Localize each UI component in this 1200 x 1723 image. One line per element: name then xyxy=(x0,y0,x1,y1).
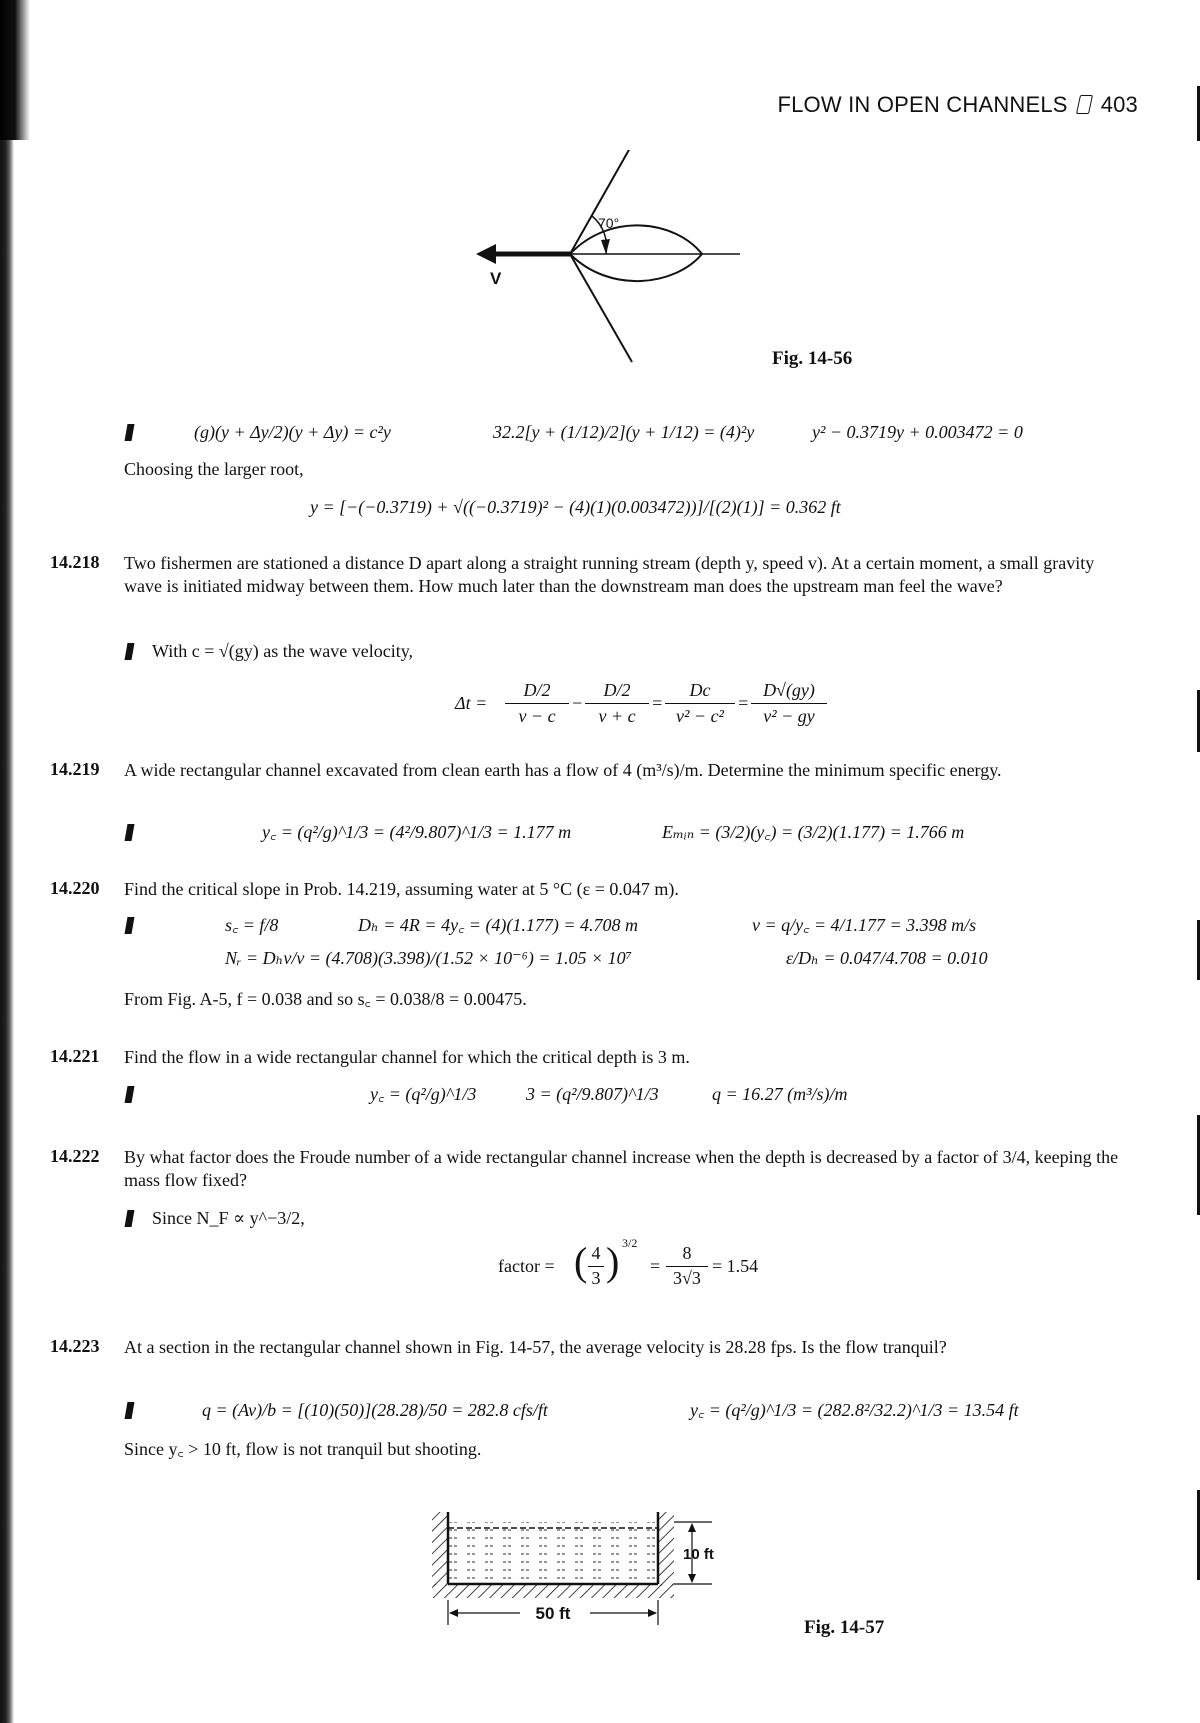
equation: Dₕ = 4R = 4y꜀ = (4)(1.177) = 4.708 m xyxy=(358,915,639,935)
solution-marker-icon xyxy=(125,824,135,841)
equation-lhs: factor = xyxy=(498,1256,555,1276)
solution-text: With c = √(gy) as the wave velocity, xyxy=(152,641,414,661)
equation: s꜀ = f/8 xyxy=(225,915,279,935)
fraction-numerator: D/2 xyxy=(603,680,631,700)
depth-label: 10 ft xyxy=(683,1546,714,1563)
solution-marker-icon xyxy=(125,643,135,660)
velocity-arrowhead xyxy=(476,244,496,264)
solution-marker-icon xyxy=(125,917,135,934)
figure-14-57 xyxy=(430,1510,790,1630)
problem-number: 14.218 xyxy=(50,552,100,572)
solution-marker-icon xyxy=(125,1402,135,1419)
fraction-denominator: v − c xyxy=(518,706,556,726)
equation: Nᵣ = Dₕv/ν = (4.708)(3.398)/(1.52 × 10⁻⁶) = 1.05 × 10⁷ xyxy=(225,948,632,968)
solution-text: From Fig. A-5, f = 0.038 and so s꜀ = 0.038/8 = 0.00475. xyxy=(124,989,527,1009)
channel-bed xyxy=(432,1584,674,1598)
problem-statement: Find the critical slope in Prob. 14.219, assuming water at 5 °C (ε = 0.047 m). xyxy=(124,879,679,899)
running-title: FLOW IN OPEN CHANNELS xyxy=(777,92,1068,117)
equation: y꜀ = (q²/g)^1/3 xyxy=(370,1084,477,1104)
scan-shadow-top xyxy=(0,0,30,140)
equation: Eₘᵢₙ = (3/2)(y꜀) = (3/2)(1.177) = 1.766 m xyxy=(662,822,965,842)
solution-marker-icon xyxy=(125,1086,135,1103)
fraction-numerator: D/2 xyxy=(523,680,551,700)
equation: y² − 0.3719y + 0.003472 = 0 xyxy=(812,422,1023,442)
box-glyph-icon xyxy=(1076,95,1093,114)
equation: y꜀ = (q²/g)^1/3 = (282.8²/32.2)^1/3 = 13.54 ft xyxy=(690,1400,1019,1420)
problem-statement: Two fishermen are stationed a distance D apart along a straight running stream (depth y, speed v). At a certain moment, a small gravity wave is initiated midway between them. How much later than the downstream man does the upstream man feel the wave? xyxy=(124,553,1095,596)
left-wall xyxy=(432,1512,448,1586)
equation: v = q/y꜀ = 4/1.177 = 3.398 m/s xyxy=(752,915,977,935)
angle-label: 70° xyxy=(598,215,620,231)
solution-text: Choosing the larger root, xyxy=(124,459,304,479)
fraction-numerator: 8 xyxy=(682,1243,692,1263)
equation: ε/Dₕ = 0.047/4.708 = 0.010 xyxy=(786,948,988,968)
problem-statement: A wide rectangular channel excavated from clean earth has a flow of 4 (m³/s)/m. Determine the minimum specific energy. xyxy=(124,760,1002,780)
equation: (g)(y + Δy/2)(y + Δy) = c²y xyxy=(194,422,391,442)
problem-number: 14.223 xyxy=(50,1336,100,1356)
problem-number: 14.221 xyxy=(50,1046,100,1066)
solution-text: Since N_F ∝ y^−3/2, xyxy=(152,1208,305,1228)
fraction-numerator: D√(gy) xyxy=(763,680,815,700)
figure-caption: Fig. 14-56 xyxy=(772,348,853,369)
figure-caption: Fig. 14-57 xyxy=(804,1617,885,1638)
equation: 32.2[y + (1/12)/2](y + 1/12) = (4)²y xyxy=(493,422,755,442)
page-number: 403 xyxy=(1100,92,1138,117)
velocity-label: V xyxy=(490,269,502,288)
problem-number: 14.219 xyxy=(50,759,100,779)
water-section xyxy=(448,1522,658,1584)
fraction-numerator: 4 xyxy=(591,1243,601,1263)
froude-factor-equation: factor = ( 4 3 ) 3/2 = 8 3√3 = 1.54 xyxy=(498,1236,759,1288)
fraction-denominator: 3 xyxy=(591,1268,601,1288)
solution-marker-icon xyxy=(125,424,135,441)
page-header xyxy=(777,92,1138,118)
problem-number: 14.220 xyxy=(50,878,100,898)
right-wall xyxy=(658,1512,674,1586)
solution-text: Since y꜀ > 10 ft, flow is not tranquil but shooting. xyxy=(124,1439,482,1459)
equation-lhs: Δt = xyxy=(455,693,488,713)
figure-14-56 xyxy=(470,150,760,375)
equation-result: = 1.54 xyxy=(712,1256,759,1276)
scan-shadow-left xyxy=(0,0,14,1723)
fraction-denominator: 3√3 xyxy=(673,1268,701,1288)
equation: 3 = (q²/9.807)^1/3 xyxy=(526,1084,659,1104)
problem-statement: Find the flow in a wide rectangular channel for which the critical depth is 3 m. xyxy=(124,1047,690,1067)
problem-number: 14.222 xyxy=(50,1146,100,1166)
equation: y = [−(−0.3719) + √((−0.3719)² − (4)(1)(0.003472))]/[(2)(1)] = 0.362 ft xyxy=(310,497,841,517)
fraction-numerator: Dc xyxy=(689,680,711,700)
fraction-denominator: v² − gy xyxy=(763,706,815,726)
problem-statement: By what factor does the Froude number of a wide rectangular channel increase when the depth is decreased by a factor of 3/4, keeping the mass flow fixed? xyxy=(124,1147,1119,1190)
width-label: 50 ft xyxy=(535,1604,571,1623)
solution-marker-icon xyxy=(125,1210,135,1227)
equation: y꜀ = (q²/g)^1/3 = (4²/9.807)^1/3 = 1.177 m xyxy=(262,822,572,842)
equation: q = (Av)/b = [(10)(50)](28.28)/50 = 282.8 cfs/ft xyxy=(202,1400,548,1420)
equation: q = 16.27 (m³/s)/m xyxy=(712,1084,848,1104)
wave-delay-equation: Δt = D/2 v − c − D/2 v + c = Dc v² − c² = D√(gy) v² − gy xyxy=(455,676,795,732)
problem-statement: At a section in the rectangular channel shown in Fig. 14-57, the average velocity is 28.28 fps. Is the flow tranquil? xyxy=(124,1337,947,1357)
fraction-denominator: v + c xyxy=(598,706,636,726)
fraction-denominator: v² − c² xyxy=(676,706,724,726)
exponent: 3/2 xyxy=(622,1236,638,1250)
